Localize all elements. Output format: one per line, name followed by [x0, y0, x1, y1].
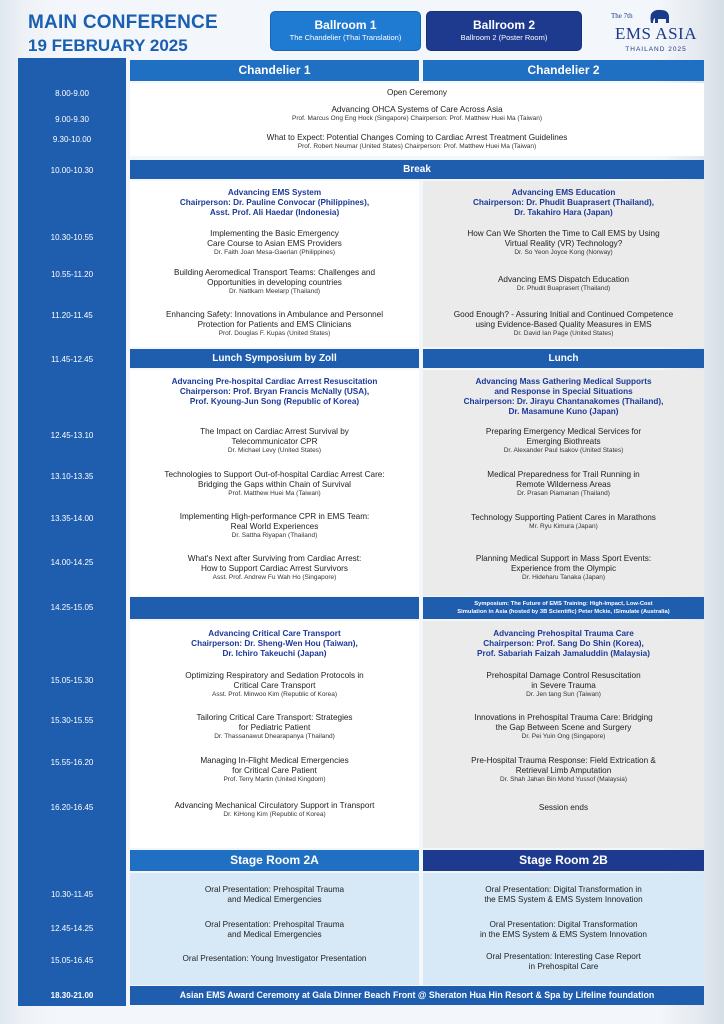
- session-title: Technologies to Support Out-of-hospital Cardiac Arrest Care:: [164, 470, 385, 479]
- session-title: Implementing High-performance CPR in EMS Team:: [179, 512, 370, 521]
- session-title: Pre-Hospital Trauma Response: Field Extrication &: [471, 756, 656, 765]
- time-slot: 14.00-14.25: [50, 558, 94, 567]
- session-speaker: Prof. Robert Neumar (United States) Chairperson: Prof. Matthew Huei Ma (Taiwan): [297, 143, 537, 150]
- track-title: Advancing EMS System: [227, 188, 322, 197]
- chairperson: Dr. Ichiro Takeuchi (Japan): [222, 649, 327, 658]
- session-speaker: Dr. Thassanawut Dhearapanya (Thailand): [214, 733, 335, 740]
- session-title: Oral Presentation: Prehospital Trauma: [204, 885, 345, 894]
- chairperson: Chairperson: Dr. Jirayu Chantanakomes (Thailand),: [463, 397, 664, 406]
- plenary-session: [130, 133, 704, 152]
- session-right: [423, 310, 704, 339]
- time-slot: 16.20-16.45: [50, 803, 94, 812]
- session-title: Medical Preparedness for Trail Running in: [487, 470, 640, 479]
- session-title-2: the Gap Between Scene and Surgery: [495, 723, 632, 732]
- stage-left-session: [130, 885, 419, 905]
- session-speaker: Dr. Alexander Paul Isakov (United States): [503, 447, 624, 454]
- column-header-right: Chandelier 2: [423, 60, 704, 81]
- break-band: Break: [130, 160, 704, 179]
- time-slot: 8.00-9.00: [55, 89, 89, 98]
- track-title-2: and Response in Special Situations: [494, 387, 633, 396]
- session-title-2: and Medical Emergencies: [227, 930, 322, 939]
- stage-left-session: [130, 920, 419, 940]
- session-speaker: Dr. Sattha Riyapan (Thailand): [231, 532, 318, 539]
- session-title-2: Telecommunicator CPR: [231, 437, 318, 446]
- chairperson: Prof. Sabariah Faizah Jamaluddin (Malaysia): [477, 649, 650, 658]
- session-title: Advancing Mechanical Circulatory Support in Transport: [174, 801, 375, 810]
- session-right: [423, 554, 704, 583]
- session-title: What to Expect: Potential Changes Coming to Cardiac Arrest Treatment Guidelines: [266, 133, 568, 142]
- chairperson: Dr. Masamune Kuno (Japan): [508, 407, 619, 416]
- time-slot: 12.45-14.25: [50, 924, 94, 933]
- stage-room-2b-header: Stage Room 2B: [423, 850, 704, 871]
- session-title-2: the EMS System & EMS System Innovation: [484, 895, 643, 904]
- time-slot: 10.30-10.55: [50, 233, 94, 242]
- session-right: [423, 427, 704, 456]
- chairperson: Chairperson: Dr. Sheng-Wen Hou (Taiwan),: [191, 639, 358, 648]
- session-speaker: Dr. Michael Levy (United States): [227, 447, 322, 454]
- block2-left-head: [130, 377, 419, 407]
- session-title: Optimizing Respiratory and Sedation Protocols in: [185, 671, 364, 680]
- track-title: Advancing Pre-hospital Cardiac Arrest Resuscitation: [171, 377, 378, 386]
- session-speaker: Prof. Matthew Huei Ma (Taiwan): [228, 490, 321, 497]
- session-right: [423, 275, 704, 294]
- session-title: Technology Supporting Patient Cares in Marathons: [471, 513, 656, 522]
- session-title-2: Bridging the Gaps within Chain of Survival: [198, 480, 351, 489]
- time-slot: 10.30-11.45: [50, 890, 94, 899]
- lunch-symposium-band: Lunch Symposium by Zoll: [130, 349, 419, 368]
- ballroom-1-name: Ballroom 1: [314, 18, 377, 32]
- time-slot: 13.35-14.00: [50, 514, 94, 523]
- ballroom-2-name: Ballroom 2: [472, 18, 535, 32]
- time-slot: 15.05-16.45: [50, 956, 94, 965]
- session-title-2: Retrieval Limb Amputation: [515, 766, 612, 775]
- session-title: Advancing OHCA Systems of Care Across Asia: [331, 105, 503, 114]
- session-title-2: Virtual Reality (VR) Technology?: [504, 239, 623, 248]
- session-right: [423, 513, 704, 532]
- session-title: Oral Presentation: Prehospital Trauma: [204, 920, 345, 929]
- session-title: Planning Medical Support in Mass Sport Events:: [475, 554, 652, 563]
- session-title-2: Care Course to Asian EMS Providers: [207, 239, 342, 248]
- session-title: Advancing EMS Dispatch Education: [497, 275, 630, 284]
- session-title-2: Critical Care Transport: [233, 681, 316, 690]
- session-speaker: Dr. Shah Jahan Bin Mohd Yussof (Malaysia): [499, 776, 628, 783]
- session-title-2: for Critical Care Patient: [232, 766, 317, 775]
- session-left: [130, 713, 419, 742]
- time-slot: 15.30-15.55: [50, 716, 94, 725]
- session-speaker: Dr. Pei Yuin Ong (Singapore): [521, 733, 606, 740]
- chairperson: Chairperson: Prof. Sang Do Shin (Korea),: [483, 639, 644, 648]
- session-speaker: Prof. Douglas F. Kupas (United States): [218, 330, 331, 337]
- chairperson: Chairperson: Dr. Pauline Convocar (Philippines),: [179, 198, 370, 207]
- session-title: How Can We Shorten the Time to Call EMS by Using: [467, 229, 660, 238]
- session-speaker: Dr. Nattkarn Meelarp (Thailand): [228, 288, 321, 295]
- track-title: Advancing Prehospital Trauma Care: [493, 629, 634, 638]
- time-slot: 11.20-11.45: [51, 311, 93, 320]
- session-title: Prehospital Damage Control Resuscitation: [486, 671, 641, 680]
- symposium-band-left: [130, 597, 419, 619]
- session-title-2: for Pediatric Patient: [238, 723, 311, 732]
- session-right: [423, 713, 704, 742]
- session-title-2: and Medical Emergencies: [227, 895, 322, 904]
- symposium-line-2: Simulation in Asia (hosted by 3B Scientific) Peter Mckie, iSimulate (Australia): [457, 609, 670, 615]
- session-speaker: Prof. Marcus Ong Eng Hock (Singapore) Chairperson: Prof. Matthew Huei Ma (Taiwan): [292, 115, 542, 122]
- block1-left-head: [130, 188, 419, 218]
- session-speaker: Dr. Phudit Buaprasert (Thailand): [516, 285, 611, 292]
- session-speaker: Dr. Prasan Piamanan (Thailand): [517, 490, 610, 497]
- session-title: Session ends: [538, 803, 589, 812]
- session-right: [423, 756, 704, 785]
- session-speaker: Mr. Ryu Kimura (Japan): [529, 523, 598, 530]
- session-title: Tailoring Critical Care Transport: Strategies: [196, 713, 353, 722]
- stage-right-session: [423, 920, 704, 940]
- chairperson: Chairperson: Dr. Phudit Buaprasert (Thailand),: [472, 198, 655, 207]
- session-title-2: Protection for Patients and EMS Clinicians: [197, 320, 352, 329]
- stage-room-2a-header: Stage Room 2A: [130, 850, 419, 871]
- logo-sub: THAILAND 2025: [625, 46, 687, 53]
- session-left: [130, 554, 419, 583]
- session-speaker: Dr. So Yeon Joyce Kong (Norway): [514, 249, 613, 256]
- session-title: What's Next after Surviving from Cardiac Arrest:: [187, 554, 362, 563]
- logo-edition: The 7th: [611, 12, 633, 20]
- time-slot: 10.55-11.20: [50, 270, 94, 279]
- chairperson: Prof. Kyoung-Jun Song (Republic of Korea): [189, 397, 360, 406]
- session-title: Enhancing Safety: Innovations in Ambulance and Personnel: [165, 310, 384, 319]
- session-title-2: How to Support Cardiac Arrest Survivors: [201, 564, 348, 573]
- time-slot: 13.10-13.35: [50, 472, 94, 481]
- lunch-band: Lunch: [423, 349, 704, 368]
- session-title-2: Emerging Biothreats: [526, 437, 601, 446]
- ballroom-2-sub: Ballroom 2 (Poster Room): [460, 33, 548, 42]
- session-title: Innovations in Prehospital Trauma Care: Bridging: [474, 713, 653, 722]
- track-title: Advancing Mass Gathering Medical Supports: [475, 377, 652, 386]
- session-title-2: Real World Experiences: [230, 522, 319, 531]
- session-speaker: Asst. Prof. Minwoo Kim (Republic of Korea): [212, 691, 337, 698]
- session-title: Preparing Emergency Medical Services for: [485, 427, 642, 436]
- time-slot: 18.30-21.00: [50, 991, 94, 1000]
- session-title: Oral Presentation: Digital Transformation in: [485, 885, 642, 894]
- session-title-2: Experience from the Olympic: [510, 564, 617, 573]
- time-slot: 15.55-16.20: [50, 758, 94, 767]
- time-slot: 9.30-10.00: [52, 135, 92, 144]
- stage-right-session: [423, 952, 704, 972]
- block3-left-head: [130, 629, 419, 659]
- plenary-session: [130, 105, 704, 124]
- stage-right-session: [423, 885, 704, 905]
- session-title: The Impact on Cardiac Arrest Survival by: [200, 427, 349, 436]
- ballroom-1-button[interactable]: [270, 11, 421, 51]
- chairperson: Dr. Takahiro Hara (Japan): [514, 208, 613, 217]
- session-left: [130, 756, 419, 785]
- session-left: [130, 801, 419, 820]
- block1-right-head: [423, 188, 704, 218]
- session-speaker: Dr. Faith Joan Mesa-Gaerlan (Philippines): [213, 249, 336, 256]
- conference-date: 19 FEBRUARY 2025: [28, 36, 188, 55]
- block3-right-head: [423, 629, 704, 659]
- session-right: [423, 229, 704, 258]
- session-speaker: Dr. KiHong Kim (Republic of Korea): [223, 811, 326, 818]
- session-title-2: using Evidence-Based Quality Measures in EMS: [475, 320, 652, 329]
- session-title: Oral Presentation: Young Investigator Presentation: [182, 954, 367, 963]
- session-title: Building Aeromedical Transport Teams: Challenges and: [173, 268, 375, 277]
- session-left: [130, 268, 419, 297]
- time-column: [18, 58, 126, 1006]
- session-speaker: Prof. Terry Martin (United Kingdom): [223, 776, 326, 783]
- session-title: Oral Presentation: Digital Transformation: [489, 920, 638, 929]
- track-title: Advancing Critical Care Transport: [208, 629, 341, 638]
- schedule-table: [18, 58, 704, 1008]
- stage-left-session: [130, 954, 419, 964]
- session-right: [423, 470, 704, 499]
- symposium-band: [423, 597, 704, 619]
- session-title-2: in the EMS System & EMS System Innovation: [479, 930, 647, 939]
- symposium-line-1: Symposium: The Future of EMS Training: High-Impact, Low-Cost: [474, 601, 653, 607]
- ems-asia-logo: [606, 8, 706, 58]
- session-title: Good Enough? - Assuring Initial and Continued Competence: [453, 310, 674, 319]
- session-title: Managing In-Flight Medical Emergencies: [200, 756, 349, 765]
- chairperson: Chairperson: Prof. Bryan Francis McNally (USA),: [179, 387, 370, 396]
- time-slot: 10.00-10.30: [50, 166, 94, 175]
- ballroom-2-button[interactable]: [426, 11, 582, 51]
- session-title-2: Opportunities in developing countries: [207, 278, 342, 287]
- time-slot: 11.45-12.45: [50, 355, 94, 364]
- plenary-title: Open Ceremony: [386, 88, 448, 97]
- page-title: MAIN CONFERENCE: [28, 12, 218, 33]
- column-header-left: Chandelier 1: [130, 60, 419, 81]
- session-right: [423, 671, 704, 700]
- session-speaker: Dr. David Ian Page (United States): [513, 330, 614, 337]
- session-left: [130, 512, 419, 541]
- session-title-2: in Severe Trauma: [531, 681, 596, 690]
- session-title: Oral Presentation: Interesting Case Report: [486, 952, 641, 961]
- time-slot: 9.00-9.30: [55, 115, 89, 124]
- session-left: [130, 310, 419, 339]
- session-speaker: Dr. Jen tang Sun (Taiwan): [526, 691, 601, 698]
- session-speaker: Asst. Prof. Andrew Fu Wah Ho (Singapore): [212, 574, 337, 581]
- session-title-2: in Prehospital Care: [528, 962, 599, 971]
- time-slot: 15.05-15.30: [50, 676, 94, 685]
- block2-right-head: [423, 377, 704, 417]
- time-slot: 12.45-13.10: [50, 431, 94, 440]
- logo-main: EMS ASIA: [615, 24, 697, 43]
- session-left: [130, 470, 419, 499]
- track-title: Advancing EMS Education: [511, 188, 616, 197]
- session-title: Implementing the Basic Emergency: [210, 229, 339, 238]
- session-left: [130, 229, 419, 258]
- session-right: [423, 803, 704, 813]
- session-title-2: Remote Wilderness Areas: [516, 480, 611, 489]
- session-left: [130, 671, 419, 700]
- session-speaker: Dr. Hideharu Tanaka (Japan): [522, 574, 605, 581]
- session-left: [130, 427, 419, 456]
- chairperson: Asst. Prof. Ali Haedar (Indonesia): [209, 208, 340, 217]
- gala-band: Asian EMS Award Ceremony at Gala Dinner Beach Front @ Sheraton Hua Hin Resort & Spa by Lifeline foundation: [130, 986, 704, 1005]
- ballroom-1-sub: The Chandelier (Thai Translation): [289, 33, 402, 42]
- time-slot: 14.25-15.05: [50, 603, 94, 612]
